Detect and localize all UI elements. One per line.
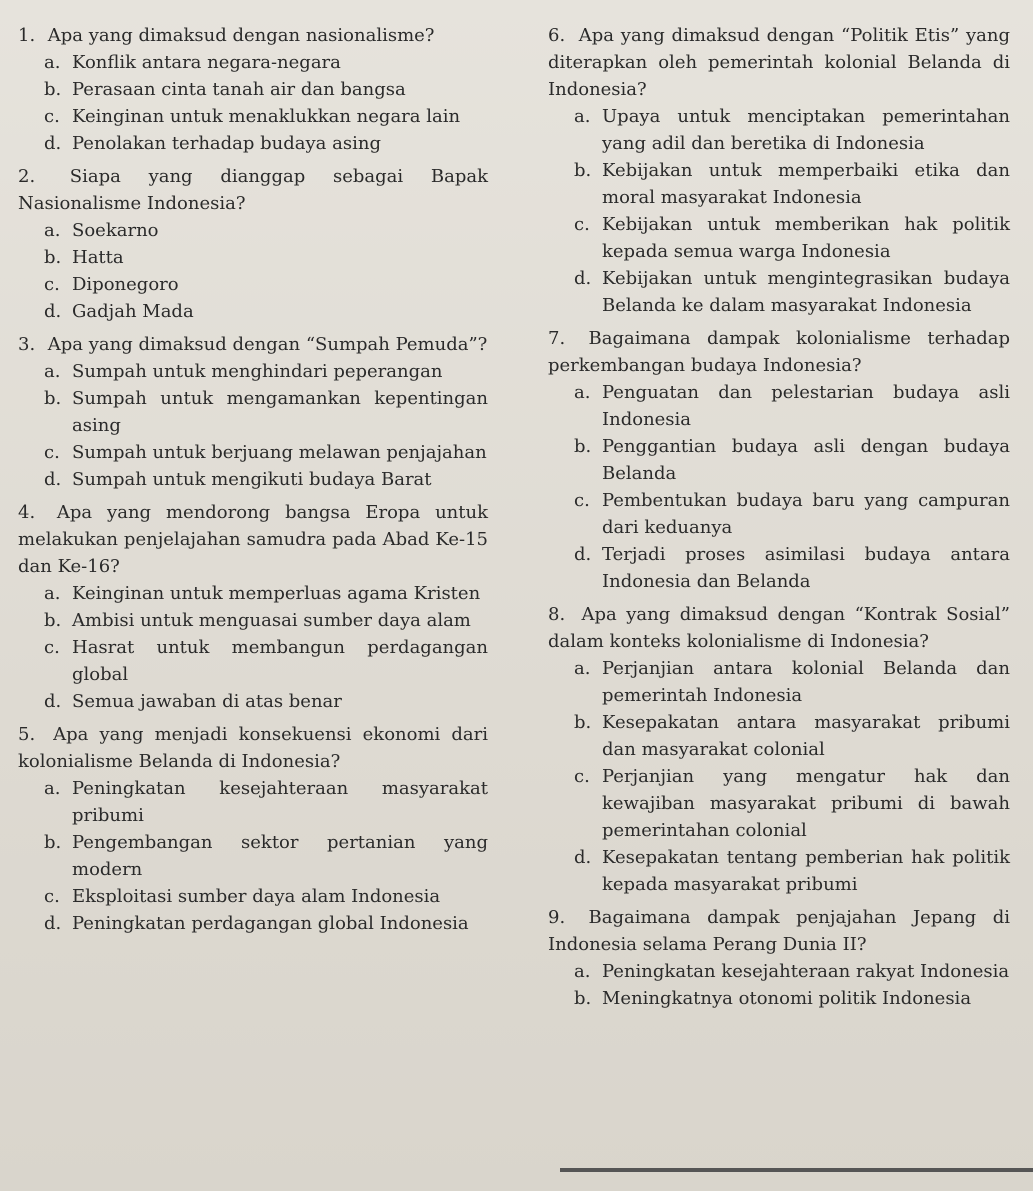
- answer-option: [574, 157, 1010, 211]
- answer-option: [44, 103, 488, 130]
- option-letter: d.: [44, 133, 62, 154]
- answer-option: [44, 217, 488, 244]
- answer-option: [574, 958, 1010, 985]
- question-text: [18, 22, 488, 49]
- option-text: Konflik antara negara-negara: [72, 52, 341, 73]
- option-letter: a.: [574, 106, 591, 127]
- option-text: Kebijakan untuk memperbaiki etika dan moral masyarakat Indonesia: [602, 160, 1010, 208]
- answer-option: [574, 379, 1010, 433]
- question-prompt: Siapa yang dianggap sebagai Bapak Nasionalisme Indonesia?: [18, 166, 488, 214]
- option-text: Perjanjian yang mengatur hak dan kewajiban masyarakat pribumi di bawah pemerintahan colonial: [602, 766, 1010, 841]
- answer-option: [44, 829, 488, 883]
- option-letter: d.: [574, 268, 592, 289]
- option-text: Sumpah untuk mengikuti budaya Barat: [72, 469, 432, 490]
- option-text: Meningkatnya otonomi politik Indonesia: [602, 988, 972, 1009]
- option-list: [18, 217, 488, 325]
- question-number: 9.: [548, 907, 566, 928]
- option-text: Upaya untuk menciptakan pemerintahan yang adil dan beretika di Indonesia: [602, 106, 1010, 154]
- option-text: Penolakan terhadap budaya asing: [72, 133, 381, 154]
- answer-option: [574, 655, 1010, 709]
- answer-option: [574, 763, 1010, 844]
- question-number: 7.: [548, 328, 566, 349]
- option-text: Peningkatan kesejahteraan rakyat Indonesia: [602, 961, 1010, 982]
- question-text: [548, 601, 1010, 655]
- option-text: Kesepakatan antara masyarakat pribumi dan masyarakat colonial: [602, 712, 1010, 760]
- question-block: [18, 499, 488, 715]
- question-block: [18, 22, 488, 157]
- question-text: [18, 721, 488, 775]
- question-number: 6.: [548, 25, 566, 46]
- option-letter: c.: [44, 106, 60, 127]
- answer-option: [44, 580, 488, 607]
- option-letter: a.: [44, 778, 61, 799]
- option-list: [18, 49, 488, 157]
- answer-option: [44, 775, 488, 829]
- option-text: Kebijakan untuk mengintegrasikan budaya Belanda ke dalam masyarakat Indonesia: [602, 268, 1010, 316]
- question-text: [548, 325, 1010, 379]
- option-text: Sumpah untuk menghindari peperangan: [72, 361, 443, 382]
- option-list: [548, 655, 1010, 898]
- option-letter: c.: [44, 637, 60, 658]
- option-letter: b.: [574, 988, 592, 1009]
- question-block: [18, 721, 488, 937]
- answer-option: [574, 487, 1010, 541]
- option-text: Hatta: [72, 247, 124, 268]
- question-block: [548, 904, 1010, 1012]
- answer-option: [44, 49, 488, 76]
- question-text: [18, 331, 488, 358]
- option-letter: a.: [44, 220, 61, 241]
- option-letter: a.: [44, 583, 61, 604]
- answer-option: [574, 844, 1010, 898]
- left-column: [18, 22, 488, 943]
- answer-option: [574, 541, 1010, 595]
- question-number: 3.: [18, 334, 36, 355]
- answer-option: [44, 244, 488, 271]
- question-prompt: Apa yang menjadi konsekuensi ekonomi dari kolonialisme Belanda di Indonesia?: [18, 724, 488, 772]
- option-letter: d.: [574, 847, 592, 868]
- question-prompt: Apa yang dimaksud dengan nasionalisme?: [47, 25, 435, 46]
- right-column: [548, 22, 1010, 1018]
- option-list: [18, 775, 488, 937]
- option-letter: a.: [574, 382, 591, 403]
- option-letter: c.: [574, 214, 590, 235]
- question-prompt: Apa yang mendorong bangsa Eropa untuk melakukan penjelajahan samudra pada Abad Ke-15 dan Ke-16?: [18, 502, 488, 577]
- option-letter: d.: [574, 544, 592, 565]
- option-text: Soekarno: [72, 220, 159, 241]
- option-letter: a.: [44, 52, 61, 73]
- option-list: [548, 958, 1010, 1012]
- question-prompt: Apa yang dimaksud dengan “Kontrak Sosial” dalam konteks kolonialisme di Indonesia?: [548, 604, 1010, 652]
- option-letter: c.: [44, 274, 60, 295]
- question-prompt: Apa yang dimaksud dengan “Sumpah Pemuda”?: [47, 334, 488, 355]
- option-list: [18, 580, 488, 715]
- option-text: Terjadi proses asimilasi budaya antara Indonesia dan Belanda: [602, 544, 1010, 592]
- option-letter: d.: [44, 913, 62, 934]
- question-text: [18, 163, 488, 217]
- question-block: [548, 22, 1010, 319]
- answer-option: [574, 103, 1010, 157]
- option-letter: c.: [44, 442, 60, 463]
- answer-option: [44, 271, 488, 298]
- option-letter: b.: [44, 388, 62, 409]
- question-text: [18, 499, 488, 580]
- question-prompt: Bagaimana dampak kolonialisme terhadap perkembangan budaya Indonesia?: [548, 328, 1010, 376]
- answer-option: [44, 466, 488, 493]
- option-text: Sumpah untuk berjuang melawan penjajahan: [72, 442, 487, 463]
- option-text: Keinginan untuk menaklukkan negara lain: [72, 106, 461, 127]
- option-text: Eksploitasi sumber daya alam Indonesia: [72, 886, 441, 907]
- answer-option: [574, 265, 1010, 319]
- question-number: 2.: [18, 166, 36, 187]
- option-letter: b.: [574, 160, 592, 181]
- option-text: Keinginan untuk memperluas agama Kristen: [72, 583, 481, 604]
- answer-option: [44, 298, 488, 325]
- option-letter: a.: [44, 361, 61, 382]
- answer-option: [574, 433, 1010, 487]
- answer-option: [574, 709, 1010, 763]
- option-text: Pembentukan budaya baru yang campuran dari keduanya: [602, 490, 1010, 538]
- option-letter: b.: [574, 712, 592, 733]
- option-letter: b.: [44, 832, 62, 853]
- option-letter: c.: [44, 886, 60, 907]
- answer-option: [44, 883, 488, 910]
- option-letter: b.: [574, 436, 592, 457]
- option-text: Peningkatan perdagangan global Indonesia: [72, 913, 469, 934]
- option-text: Pengembangan sektor pertanian yang modern: [72, 832, 488, 880]
- option-text: Penggantian budaya asli dengan budaya Belanda: [602, 436, 1010, 484]
- option-text: Sumpah untuk mengamankan kepentingan asing: [72, 388, 488, 436]
- answer-option: [44, 385, 488, 439]
- answer-option: [44, 439, 488, 466]
- question-block: [548, 601, 1010, 898]
- answer-option: [44, 76, 488, 103]
- answer-option: [574, 985, 1010, 1012]
- question-prompt: Bagaimana dampak penjajahan Jepang di Indonesia selama Perang Dunia II?: [548, 907, 1010, 955]
- question-number: 4.: [18, 502, 36, 523]
- answer-option: [44, 688, 488, 715]
- option-text: Penguatan dan pelestarian budaya asli Indonesia: [602, 382, 1010, 430]
- question-number: 5.: [18, 724, 36, 745]
- question-text: [548, 904, 1010, 958]
- option-letter: b.: [44, 247, 62, 268]
- question-prompt: Apa yang dimaksud dengan “Politik Etis” yang diterapkan oleh pemerintah kolonial Belanda di Indonesia?: [548, 25, 1010, 100]
- option-list: [548, 103, 1010, 319]
- option-letter: c.: [574, 766, 590, 787]
- option-text: Perasaan cinta tanah air dan bangsa: [72, 79, 406, 100]
- option-letter: a.: [574, 658, 591, 679]
- option-text: Ambisi untuk menguasai sumber daya alam: [72, 610, 471, 631]
- bottom-divider: [560, 1168, 1033, 1172]
- option-text: Kesepakatan tentang pemberian hak politik kepada masyarakat pribumi: [602, 847, 1010, 895]
- option-text: Diponegoro: [72, 274, 179, 295]
- option-list: [548, 379, 1010, 595]
- answer-option: [44, 607, 488, 634]
- question-block: [548, 325, 1010, 595]
- question-text: [548, 22, 1010, 103]
- answer-option: [574, 211, 1010, 265]
- option-text: Kebijakan untuk memberikan hak politik kepada semua warga Indonesia: [602, 214, 1010, 262]
- option-text: Gadjah Mada: [72, 301, 194, 322]
- option-text: Semua jawaban di atas benar: [72, 691, 342, 712]
- answer-option: [44, 634, 488, 688]
- option-letter: d.: [44, 301, 62, 322]
- question-number: 1.: [18, 25, 36, 46]
- option-letter: d.: [44, 691, 62, 712]
- answer-option: [44, 910, 488, 937]
- question-block: [18, 163, 488, 325]
- option-text: Peningkatan kesejahteraan masyarakat pribumi: [72, 778, 488, 826]
- option-text: Hasrat untuk membangun perdagangan global: [72, 637, 488, 685]
- option-text: Perjanjian antara kolonial Belanda dan pemerintah Indonesia: [602, 658, 1010, 706]
- question-number: 8.: [548, 604, 566, 625]
- option-list: [18, 358, 488, 493]
- answer-option: [44, 130, 488, 157]
- question-block: [18, 331, 488, 493]
- answer-option: [44, 358, 488, 385]
- option-letter: c.: [574, 490, 590, 511]
- option-letter: b.: [44, 79, 62, 100]
- option-letter: b.: [44, 610, 62, 631]
- option-letter: a.: [574, 961, 591, 982]
- option-letter: d.: [44, 469, 62, 490]
